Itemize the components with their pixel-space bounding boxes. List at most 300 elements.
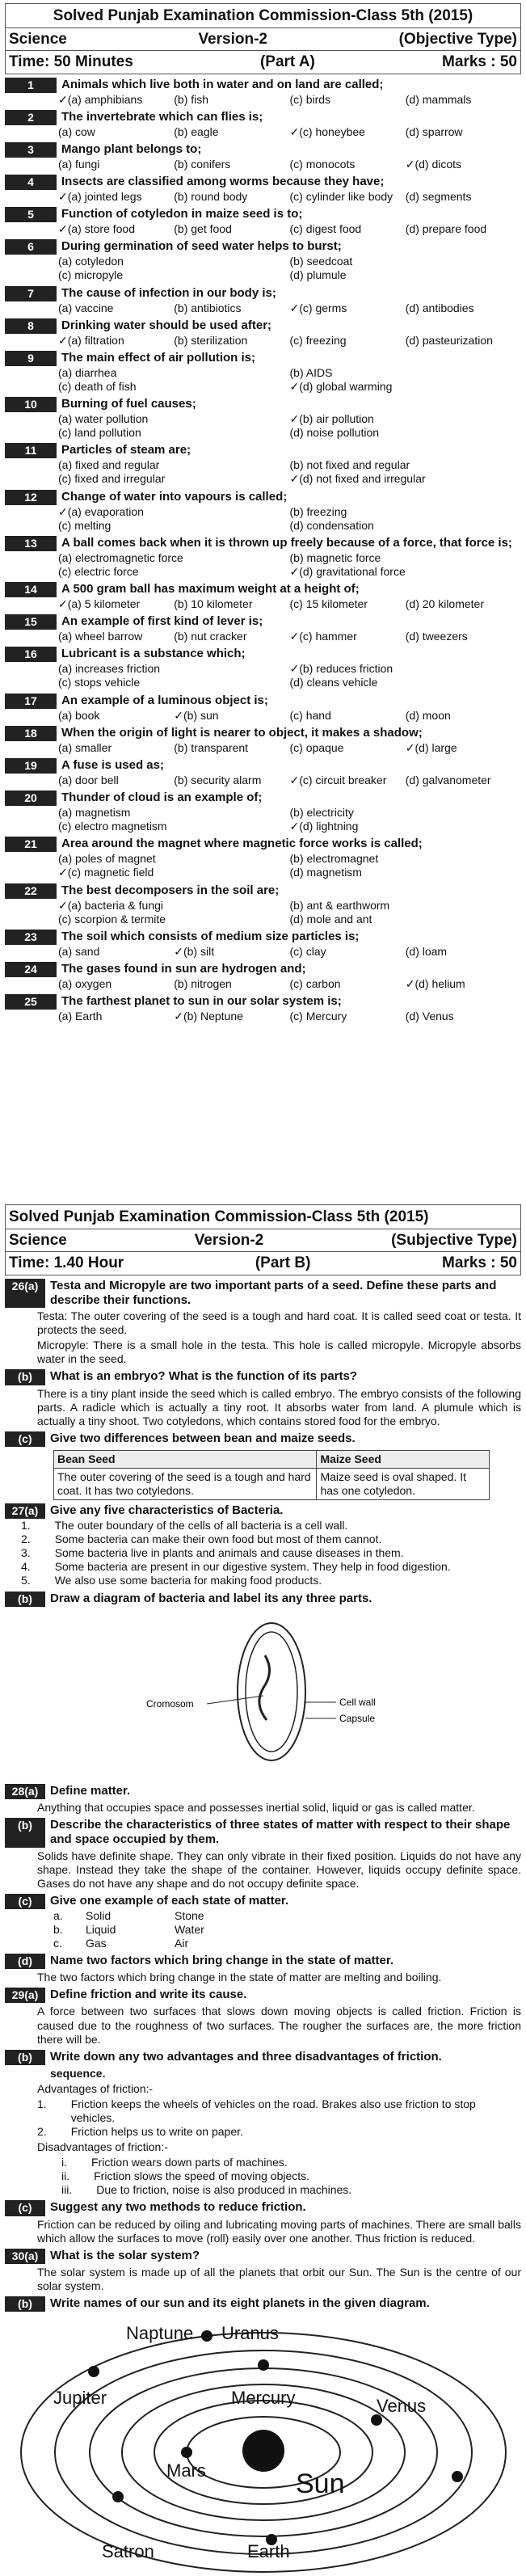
table-cell: Maize seed is oval shaped. It has one cotyledon. [317, 1468, 490, 1499]
question-header [5, 582, 521, 597]
question-text: Drinking water should be used after; [61, 318, 272, 332]
options [5, 977, 521, 991]
answer-matter: Anything that occupies space and possesses inertial solid, liquid or gas is called matter. [37, 1800, 475, 1814]
option: (a) electromagnetic force [58, 550, 183, 564]
mcq-item [5, 791, 521, 833]
option: (b) round body [174, 190, 248, 204]
diagram-label: Capsule [339, 1712, 376, 1724]
question-header [5, 142, 521, 158]
option: (a) fungi [58, 157, 100, 171]
question-text: What is the solar system? [50, 2248, 200, 2262]
question-text: A ball comes back when it is thrown up freely because of a force, that force is; [61, 535, 512, 550]
options [5, 255, 521, 268]
question-number: 12 [5, 490, 57, 505]
option: (c) scorpion & termite [58, 912, 166, 925]
option: (b) magnetic force [289, 550, 381, 564]
question-number: 29(a) [5, 1988, 45, 2003]
question-header [5, 791, 521, 806]
question-text: The main effect of air pollution is; [61, 350, 256, 365]
planet-label: Jupiter [53, 2387, 107, 2408]
answer-friction: A force between two surfaces that slows down moving objects is called friction. Friction is caused due to the roughness of two surfaces. The rougher the surfaces are, the more friction there will be. [37, 2005, 521, 2046]
question-header [5, 286, 521, 301]
mcq-item [5, 207, 521, 236]
question-number: 24 [5, 962, 57, 977]
mcq-item [5, 614, 521, 643]
seed-comparison-table [53, 1450, 490, 1500]
question-number: 1 [5, 78, 57, 93]
options [5, 662, 521, 689]
question-text: Insects are classified among worms because they have; [61, 174, 385, 188]
question-number: 23 [5, 930, 57, 945]
paper-type: (Objective Type) [398, 31, 517, 48]
option: (b) fish [174, 92, 209, 106]
question-number: 3 [5, 142, 57, 158]
planet-label: Mars [166, 2460, 206, 2481]
mcq-item [5, 726, 521, 755]
question-number: 2 [5, 110, 57, 125]
list-item [37, 2097, 521, 2125]
option: (c) stops vehicle [58, 676, 141, 689]
options [5, 630, 521, 643]
chromosome [259, 1655, 270, 1720]
option: ✓(c) magnetic field [58, 866, 154, 879]
option: ✓(a) jointed legs [58, 190, 142, 204]
marks: Marks : 50 [442, 53, 517, 71]
question-30a [5, 2249, 521, 2264]
options [5, 222, 521, 236]
option: ✓(c) honeybee [289, 124, 365, 138]
mcq-item [5, 110, 521, 139]
list-index: 1. [21, 1519, 31, 1533]
question-text: Thunder of cloud is an example of; [61, 791, 263, 805]
options [5, 709, 521, 723]
option: (c) Mercury [289, 1010, 347, 1023]
options [5, 806, 521, 833]
option: (b) ant & earthworm [289, 898, 390, 912]
planet-dot [452, 2471, 463, 2482]
mcq-item [5, 142, 521, 171]
option: (b) freezing [289, 504, 347, 518]
option: ✓(d) gravitational force [289, 564, 406, 578]
part: (Part A) [259, 53, 315, 71]
list-text: Friction helps us to write on paper. [70, 2125, 243, 2139]
question-text: An example of a luminous object is; [61, 693, 268, 707]
option: ✓(d) helium [405, 976, 465, 990]
subject: Science [9, 1232, 67, 1250]
version: Version-2 [194, 1232, 264, 1250]
option: (c) death of fish [58, 380, 137, 393]
option: ✓(a) evaporation [58, 504, 144, 518]
options [5, 190, 521, 204]
question-number: 16 [5, 647, 57, 662]
question-number: (b) [5, 1818, 45, 1848]
option: ✓(b) silt [174, 944, 215, 958]
state-example: Stone [175, 1908, 204, 1922]
list-item [53, 1923, 521, 1937]
option: ✓(c) hammer [289, 630, 357, 643]
time: Time: 50 Minutes [9, 53, 133, 71]
option: (a) vaccine [58, 301, 114, 314]
options [5, 551, 521, 579]
part-b-header-row1 [5, 1229, 521, 1252]
planet-dot [181, 2447, 192, 2458]
question-text: Suggest any two methods to reduce friction. [50, 2200, 306, 2215]
option: (d) tweezers [405, 630, 468, 643]
answer-micropyle: Micropyle: There is a small hole in the testa. This hole is called micropyle. Micropyle absorbs water in the seed. [37, 1339, 521, 1366]
time: Time: 1.40 Hour [9, 1254, 124, 1272]
question-text: Give one example of each state of matter. [50, 1893, 289, 1908]
question-number: 9 [5, 351, 57, 366]
planet-label: Sun [296, 2468, 345, 2499]
question-number: 18 [5, 726, 57, 741]
mcq-item [5, 286, 521, 315]
question-29a [5, 1988, 521, 2003]
option: (d) 20 kilometer [405, 597, 485, 611]
option: (b) security alarm [174, 773, 262, 786]
question-text: Describe the characteristics of three states of matter with respect to their shape and space occupied by them. [50, 1818, 511, 1847]
question-26c [5, 1431, 521, 1447]
option: (a) poles of magnet [58, 852, 156, 866]
part-a-title: Solved Punjab Examination Commission-Class 5th (2015) [5, 3, 521, 28]
question-number: 27(a) [5, 1503, 45, 1519]
list-item [61, 2156, 521, 2169]
question-header [5, 994, 521, 1010]
option: (d) antibodies [405, 301, 474, 314]
option: (b) antibiotics [174, 301, 242, 314]
option [406, 255, 521, 268]
option: (d) segments [405, 190, 472, 204]
planet-dot [88, 2366, 99, 2377]
paper-type: (Subjective Type) [391, 1232, 517, 1250]
option: (d) sparrow [405, 124, 463, 138]
question-number: 17 [5, 694, 57, 709]
list-item [61, 2169, 521, 2183]
list-item [21, 1519, 521, 1533]
option: (a) diarrhea [58, 365, 117, 379]
question-29c [5, 2200, 521, 2216]
question-number: (b) [5, 2296, 45, 2312]
option: ✓(b) reduces friction [289, 662, 393, 676]
list-item [21, 1546, 521, 1560]
option: ✓(a) 5 kilometer [58, 597, 141, 611]
question-number: 4 [5, 175, 57, 190]
mcq-item [5, 175, 521, 204]
option: (c) birds [289, 92, 331, 106]
question-text: Burning of fuel causes; [61, 397, 196, 411]
question-29b [5, 2050, 521, 2065]
question-header [5, 647, 521, 662]
question-text: Testa and Micropyle are two important parts of a seed. Define these parts and describe their functions. [50, 1278, 497, 1307]
mcq-item [5, 490, 521, 533]
options [5, 301, 521, 315]
answer-states: Solids have definite shape. They can only vibrate in their fixed position. Liquids do not have any shape. Instead they take the shape of the container. However, liquids occupy definite space. Gases do not have any shape and do not occupy definite space. [37, 1849, 521, 1890]
sun-dot [242, 2430, 284, 2472]
question-number: 5 [5, 207, 57, 222]
option: (c) melting [58, 518, 112, 532]
question-header [5, 490, 521, 505]
planet-dot [258, 2359, 269, 2371]
option: (a) door bell [58, 773, 119, 786]
list-item [21, 1574, 521, 1587]
option: (b) eagle [174, 124, 219, 138]
planet-label: Satron [102, 2540, 154, 2561]
question-text: A 500 gram ball has maximum weight at a height of; [61, 582, 360, 597]
options [5, 158, 521, 171]
table-cell: The outer covering of the seed is a tough and hard coat. It has two cotyledons. [54, 1468, 317, 1499]
options [5, 774, 521, 787]
question-number: 14 [5, 582, 57, 597]
question-number: 10 [5, 397, 57, 412]
question-28a [5, 1784, 521, 1799]
state-name: Solid [86, 1908, 112, 1922]
question-text: Define friction and write its cause. [50, 1988, 247, 2002]
question-text: Area around the magnet where magnetic force works is called; [61, 837, 423, 851]
question-text: Mango plant belongs to; [61, 141, 202, 156]
option: (a) sand [58, 944, 100, 958]
planet-label: Mercury [231, 2387, 296, 2408]
list-index: 2. [21, 1533, 31, 1546]
option: (c) land pollution [58, 426, 141, 440]
question-header [5, 883, 521, 899]
question-28d [5, 1954, 521, 1969]
list-index: 2. [37, 2125, 47, 2139]
option: (a) smaller [58, 740, 112, 754]
list-index: 1. [37, 2097, 47, 2110]
question-text: Animals which live both in water and on land are called; [61, 77, 384, 91]
list-item [61, 2183, 521, 2197]
question-number: 21 [5, 837, 57, 852]
list-item [53, 1909, 521, 1923]
option: (a) water pollution [58, 412, 149, 426]
question-text: Give two differences between bean and maize seeds. [50, 1431, 356, 1445]
planet-label: Venus [377, 2395, 427, 2416]
options [5, 597, 521, 611]
question-number: 13 [5, 536, 57, 551]
list-text: Friction keeps the wheels of vehicles on the road. Brakes also use friction to stop vehicles. [70, 2097, 476, 2124]
mcq-item [5, 883, 521, 926]
cell-wall-outline [246, 1632, 297, 1752]
list-index: a. [53, 1908, 63, 1922]
option: (c) freezing [289, 333, 347, 347]
answer-reduce-friction: Friction can be reduced by oiling and lubricating moving parts of machines. There are small balls which allow the surfaces to move (roll) easily over one another. Thus friction is reduced. [37, 2217, 521, 2245]
question-number: 30(a) [5, 2249, 45, 2264]
list-index: b. [53, 1923, 63, 1937]
question-text: The best decomposers in the soil are; [61, 883, 280, 897]
question-header [5, 239, 521, 255]
planet-label: Earth [247, 2540, 290, 2561]
mcq-item [5, 647, 521, 689]
option: (d) cleans vehicle [289, 676, 378, 689]
question-number: (c) [5, 1431, 45, 1447]
question-text: A fuse is used as; [61, 757, 164, 772]
options [5, 412, 521, 440]
list-text: Some bacteria live in plants and animals and cause diseases in them. [54, 1546, 404, 1560]
mcq-list [5, 78, 521, 1024]
option: (c) cylinder like body [289, 190, 393, 204]
option: (c) micropyle [58, 268, 124, 282]
mcq-item [5, 994, 521, 1023]
option: (d) Venus [405, 1010, 454, 1023]
question-number: (d) [5, 1954, 45, 1969]
option: ✓(d) lightning [289, 820, 359, 833]
question-header [5, 930, 521, 945]
option: (d) noise pollution [289, 426, 380, 440]
list-index: 5. [21, 1574, 31, 1587]
mcq-item [5, 837, 521, 879]
option: (c) electro magnetism [58, 820, 167, 833]
diagram-label: Cell wall [339, 1696, 376, 1708]
list-text: We also use some bacteria for making food products. [54, 1574, 322, 1587]
mcq-item [5, 239, 521, 282]
options [5, 125, 521, 139]
option: (a) increases friction [58, 662, 161, 676]
question-text: Draw a diagram of bacteria and label its any three parts. [50, 1591, 372, 1605]
diagram-label: Cromosom [146, 1697, 194, 1710]
option: (d) plumule [289, 268, 347, 282]
question-header [5, 110, 521, 125]
question-text: During germination of seed water helps to burst; [61, 239, 342, 254]
question-number: 15 [5, 614, 57, 630]
option: (b) get food [174, 222, 232, 236]
disadvantages-list [5, 2156, 521, 2197]
mcq-item [5, 351, 521, 394]
question-number: 28(a) [5, 1784, 45, 1799]
options [5, 93, 521, 107]
question-27b [5, 1592, 521, 1607]
question-header [5, 443, 521, 458]
question-header [5, 318, 521, 334]
mcq-item [5, 930, 521, 959]
list-text: Some bacteria are present in our digestive system. They help in food digestion. [54, 1560, 451, 1574]
option: ✓(d) not fixed and irregular [289, 472, 426, 486]
option: (a) cow [58, 124, 95, 138]
question-text: The invertebrate which can flies is; [61, 109, 263, 124]
list-index: ii. [61, 2169, 70, 2183]
option: (c) clay [289, 944, 326, 958]
options [5, 1010, 521, 1023]
list-index: c. [53, 1937, 62, 1950]
answer-solar-system: The solar system is made up of all the planets that orbit our Sun. The Sun is the centre of our solar system. [37, 2265, 521, 2292]
option: (d) condensation [289, 518, 374, 532]
mcq-item [5, 582, 521, 611]
question-28b [5, 1818, 521, 1848]
part-b-header-row2 [5, 1252, 521, 1275]
mcq-item [5, 397, 521, 440]
option: (b) electromagnet [289, 852, 379, 866]
option: (d) mole and ant [289, 912, 372, 925]
question-text: The soil which consists of medium size particles is; [61, 929, 360, 943]
question-text: Write names of our sun and its eight planets in the given diagram. [50, 2296, 430, 2310]
question-number: 8 [5, 318, 57, 334]
mcq-item [5, 694, 521, 723]
subject: Science [9, 31, 67, 48]
answer-factors: The two factors which bring change in the state of matter are melting and boiling. [37, 1971, 442, 1984]
option: (b) nut cracker [174, 630, 247, 643]
list-index: i. [61, 2156, 67, 2169]
question-26a [5, 1279, 521, 1309]
option: (c) fixed and irregular [58, 472, 166, 486]
option: ✓(b) sun [174, 708, 219, 722]
planet-label: Uranus [221, 2322, 279, 2343]
list-text: The outer boundary of the cells of all bacteria is a cell wall. [54, 1519, 348, 1533]
mcq-item [5, 78, 521, 107]
option: (b) electricity [289, 806, 354, 820]
question-header [5, 78, 521, 93]
option: (a) wheel barrow [58, 630, 143, 643]
option: ✓(d) dicots [405, 157, 462, 171]
options [5, 458, 521, 486]
question-28c [5, 1894, 521, 1909]
option: (a) fixed and regular [58, 458, 160, 472]
planet-dot [371, 2414, 382, 2426]
option: (d) galvanometer [405, 773, 491, 786]
planet-dot [112, 2491, 124, 2502]
question-text: Write down any two advantages and three disadvantages of friction. [50, 2049, 442, 2064]
question-number: 6 [5, 239, 57, 255]
question-number: 7 [5, 286, 57, 301]
state-example: Air [175, 1937, 189, 1950]
question-number: (b) [5, 2050, 45, 2065]
question-header [5, 351, 521, 366]
list-text: Due to friction, noise is also produced in machines. [96, 2183, 352, 2197]
part-a-header-row1 [5, 28, 521, 51]
option: (a) magnetism [58, 806, 131, 820]
question-header [5, 837, 521, 852]
list-index: iii. [61, 2183, 73, 2197]
advantages-heading: Advantages of friction:- [37, 2081, 154, 2095]
options [5, 334, 521, 348]
option: (b) conifers [174, 157, 231, 171]
planet-dot [201, 2330, 213, 2342]
list-text: Friction slows the speed of moving objects. [94, 2169, 310, 2183]
mcq-item [5, 758, 521, 787]
states-list [5, 1909, 521, 1950]
option: (c) monocots [289, 157, 356, 171]
question-header [5, 726, 521, 741]
option: (c) electric force [58, 564, 139, 578]
marks: Marks : 50 [442, 1254, 517, 1272]
advantages-list [5, 2097, 521, 2139]
option: (c) carbon [289, 976, 341, 990]
option: (b) sterilization [174, 333, 248, 347]
question-header [5, 536, 521, 551]
option: ✓(b) air pollution [289, 412, 374, 426]
mcq-item [5, 536, 521, 579]
question-number: 19 [5, 758, 57, 774]
answer-embryo: There is a tiny plant inside the seed which is called embryo. The embryo consists of the following parts. A radicle which is actually a tiny root. It absorbs water from land. A plumule which is actually a tiny shoot. Two cotyledons, which contains stored food for the embryo. [37, 1386, 521, 1427]
question-text: Give any five characteristics of Bacteria. [50, 1503, 284, 1518]
question-header [5, 175, 521, 190]
question-text: Function of cotyledon in maize seed is to; [61, 207, 303, 221]
question-text: Particles of steam are; [61, 443, 191, 457]
options [5, 945, 521, 959]
part-b [5, 1204, 521, 2576]
question-number: (c) [5, 2200, 45, 2216]
question-number: 20 [5, 791, 57, 806]
option: (d) loam [405, 944, 448, 958]
list-item [21, 1560, 521, 1574]
option: (c) 15 kilometer [289, 597, 368, 611]
option: ✓(d) global warming [289, 380, 393, 393]
question-text: Define matter. [50, 1783, 131, 1798]
option: (d) moon [405, 708, 451, 722]
question-26b [5, 1369, 521, 1385]
option: ✓(a) bacteria & fungi [58, 898, 164, 912]
question-text: The farthest planet to sun in our solar system is; [61, 994, 342, 1009]
capsule-outline [238, 1623, 305, 1760]
question-number: 11 [5, 443, 57, 458]
question-text: What is an embryo? What is the function of its parts? [50, 1369, 358, 1384]
